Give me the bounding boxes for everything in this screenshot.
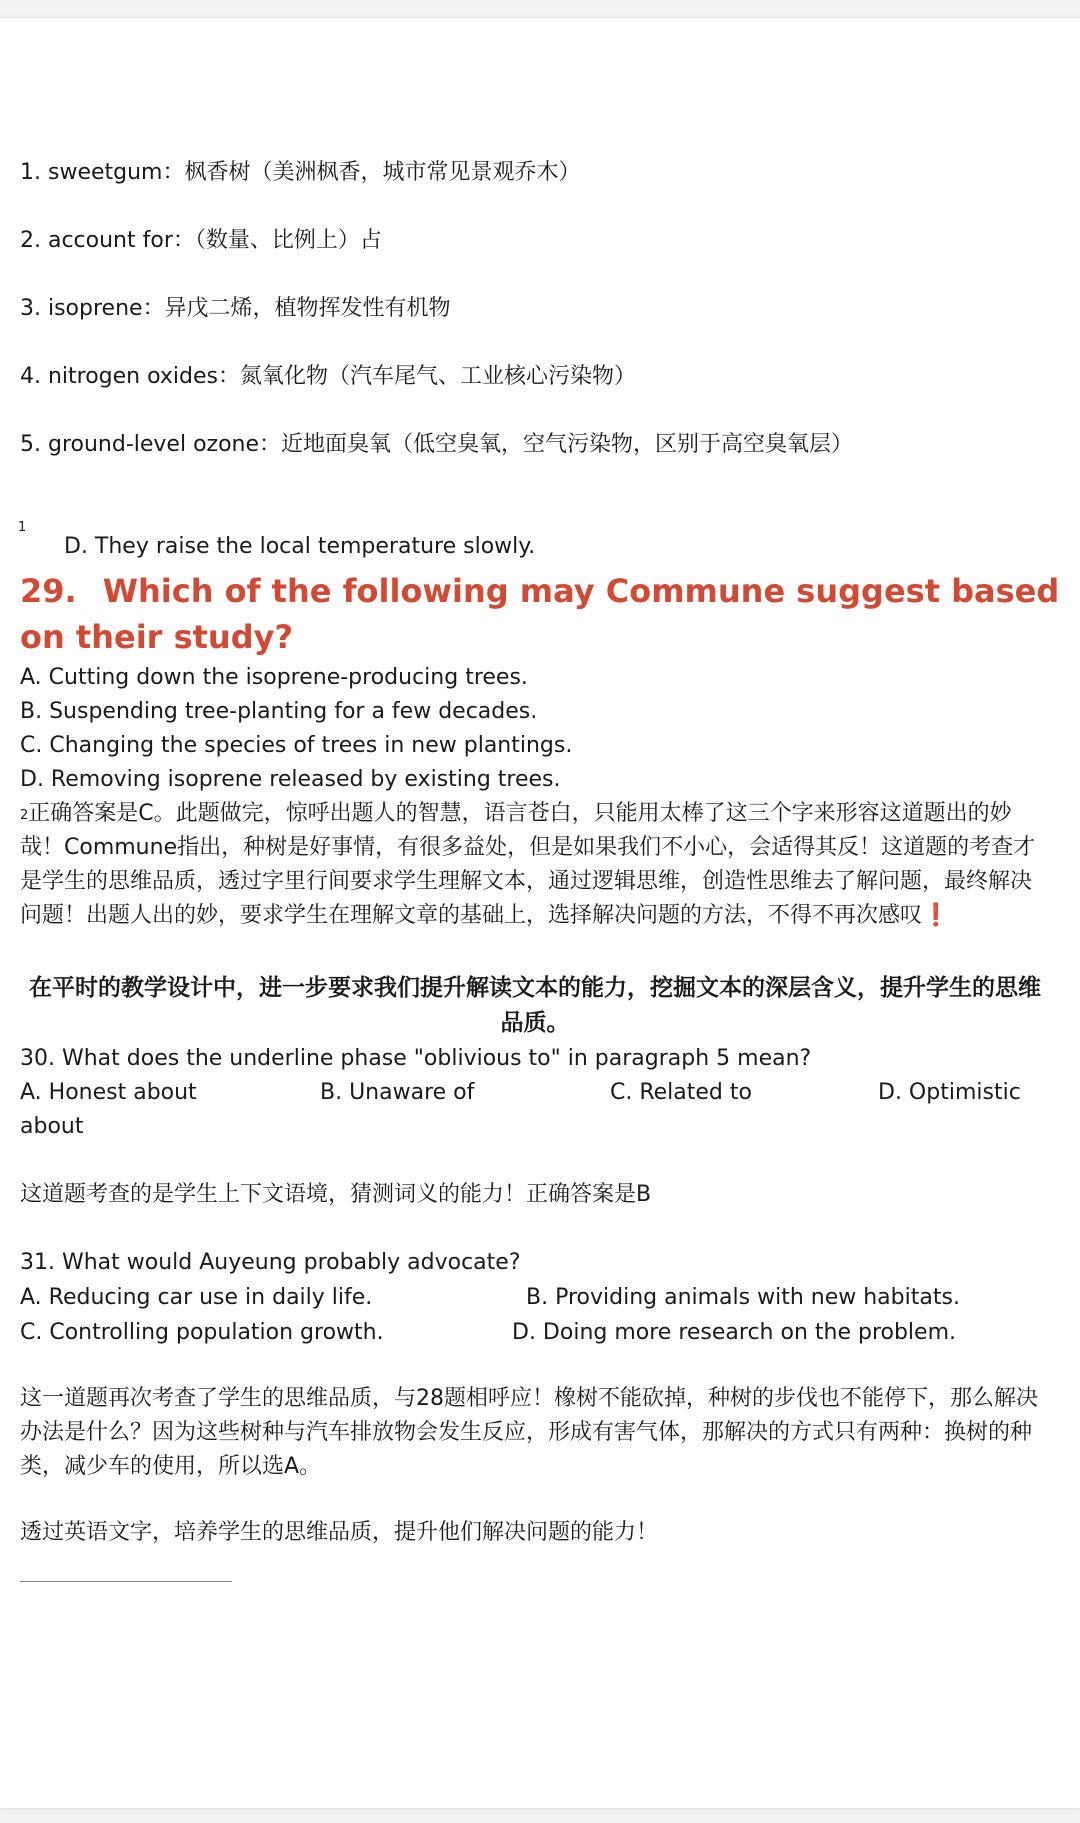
q29-question [20,568,1060,660]
q30-option-c: C. Related to [610,1080,752,1105]
footnote-separator [20,1581,232,1582]
q30-question: 30. What does the underline phase "oblivious to" in paragraph 5 mean? [20,1046,812,1071]
q30-option-d-wrap: about [20,1114,84,1139]
q29-analysis-text: 正确答案是C。此题做完，惊呼出题人的智慧，语言苍白，只能用太棒了这三个字来形容这道题出的妙哉！Commune指出，种树是好事情，有很多益处，但是如果我们不小心，会适得其反！这道题的考查才是学生的思维品质，透过字里行间要求学生理解文本，通过逻辑思维，创造性思维去了解问题，最终解决问题！出题人出的妙，要求学生在理解文章的基础上，选择解决问题的方法，不得不再次感叹 [20,801,1036,928]
q30-analysis: 这道题考查的是学生上下文语境，猜测词义的能力！正确答案是B [20,1182,652,1207]
teaching-note: 在平时的教学设计中，进一步要求我们提升解读文本的能力，挖掘文本的深层含义，提升学生的思维品质。 [29,975,1041,1036]
q30-option-d: D. Optimistic [878,1080,1021,1105]
document-page [0,18,1080,1808]
q29-number: 29. [20,572,77,610]
footnote-mark: 1 [18,520,27,535]
q31-question: 31. What would Auyeung probably advocate? [20,1250,521,1275]
q29-option-c: C. Changing the species of trees in new plantings. [20,733,573,758]
q29-option-a: A. Cutting down the isoprene-producing trees. [20,665,528,690]
vocab-item: 2. account for：（数量、比例上）占 [20,228,382,253]
vocab-item: 5. ground-level ozone：近地面臭氧（低空臭氧，空气污染物，区别于高空臭氧层） [20,432,854,457]
q31-analysis: 这一道题再次考查了学生的思维品质，与28题相呼应！橡树不能砍掉，种树的步伐也不能停下，那么解决办法是什么？因为这些树种与汽车排放物会发生反应，形成有害气体，那解决的方式只有两种：换树的种类，减少车的使用，所以选A。 [20,1386,1038,1479]
exclamation-icon: ❗ [922,903,950,928]
q30-option-a: A. Honest about [20,1080,197,1105]
q31-option-d: D. Doing more research on the problem. [512,1320,957,1345]
closing-note: 透过英语文字，培养学生的思维品质，提升他们解决问题的能力！ [20,1520,659,1545]
q29-option-b: B. Suspending tree-planting for a few decades. [20,699,538,724]
footnote-mark: 2 [20,808,29,823]
q31-option-b: B. Providing animals with new habitats. [526,1285,960,1310]
q31-option-a: A. Reducing car use in daily life. [20,1285,373,1310]
vocab-item: 3. isoprene：异戊二烯，植物挥发性有机物 [20,296,451,321]
q29-question-text: Which of the following may Commune suggest based on their study? [20,572,1060,656]
vocab-item: 4. nitrogen oxides：氮氧化物（汽车尾气、工业核心污染物） [20,364,637,389]
vocab-item: 1. sweetgum：枫香树（美洲枫香，城市常见景观乔木） [20,160,581,185]
q28-option-d: D. They raise the local temperature slowly. [64,534,536,559]
q29-analysis [20,797,1050,933]
q30-option-b: B. Unaware of [320,1080,475,1105]
q29-option-d: D. Removing isoprene released by existing trees. [20,767,561,792]
q31-option-c: C. Controlling population growth. [20,1320,384,1345]
